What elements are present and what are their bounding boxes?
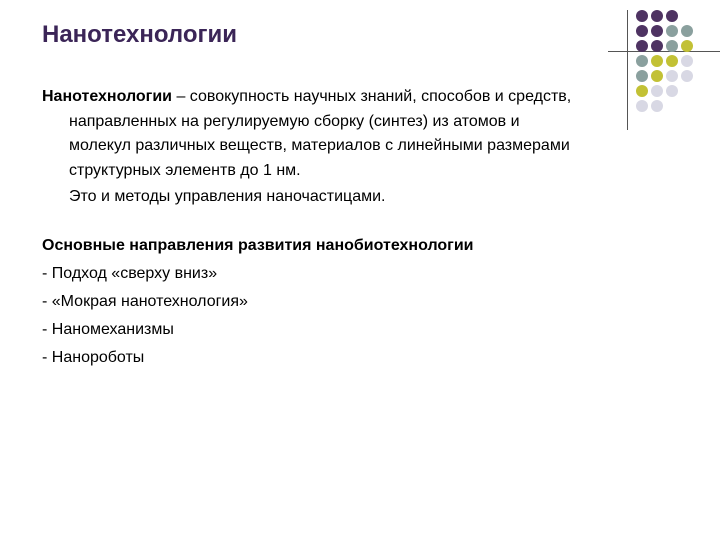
list-item: - Нанороботы bbox=[42, 348, 145, 366]
decorative-dot bbox=[651, 25, 663, 37]
definition-line-3: молекул различных веществ, материалов с линейными размерами bbox=[69, 137, 570, 154]
directions-list bbox=[42, 260, 682, 372]
directions-title: Основные направления развития нанобиотехнологии bbox=[42, 236, 474, 254]
decorative-dot bbox=[666, 40, 678, 52]
decorative-dot bbox=[651, 70, 663, 82]
decorative-dot bbox=[636, 10, 648, 22]
list-item: - Подход «сверху вниз» bbox=[42, 264, 218, 282]
decorative-dot bbox=[681, 40, 693, 52]
definition-first-line bbox=[42, 85, 682, 110]
list-item: - «Мокрая нанотехнология» bbox=[42, 292, 248, 310]
decorative-dot bbox=[636, 25, 648, 37]
decorative-dot bbox=[636, 70, 648, 82]
decorative-dot bbox=[666, 25, 678, 37]
decorative-dot bbox=[666, 70, 678, 82]
definition-line-4: структурных элементв до 1 нм. bbox=[69, 161, 301, 179]
decorative-dot bbox=[681, 55, 693, 67]
decorative-dot bbox=[681, 25, 693, 37]
definition-term: Нанотехнологии bbox=[42, 88, 173, 105]
decorative-dot bbox=[681, 70, 693, 82]
definition-extra: Это и методы управления наночастицами. bbox=[69, 188, 386, 205]
decorative-dot bbox=[651, 10, 663, 22]
decorative-dot bbox=[666, 10, 678, 22]
decorative-dot bbox=[636, 55, 648, 67]
slide-body bbox=[42, 85, 682, 372]
decorative-dot bbox=[651, 55, 663, 67]
definition-first-line-text: – совокупность научных знаний, способов и средств, bbox=[172, 88, 572, 105]
decorative-horizontal-line bbox=[608, 51, 720, 52]
decorative-dot bbox=[651, 40, 663, 52]
definition-line-2: направленных на регулируемую сборку (синтез) из атомов и bbox=[69, 112, 520, 130]
slide-title: Нанотехнологии bbox=[42, 21, 238, 48]
decorative-dot bbox=[666, 55, 678, 67]
decorative-dot bbox=[636, 40, 648, 52]
list-item: - Наномеханизмы bbox=[42, 320, 174, 338]
